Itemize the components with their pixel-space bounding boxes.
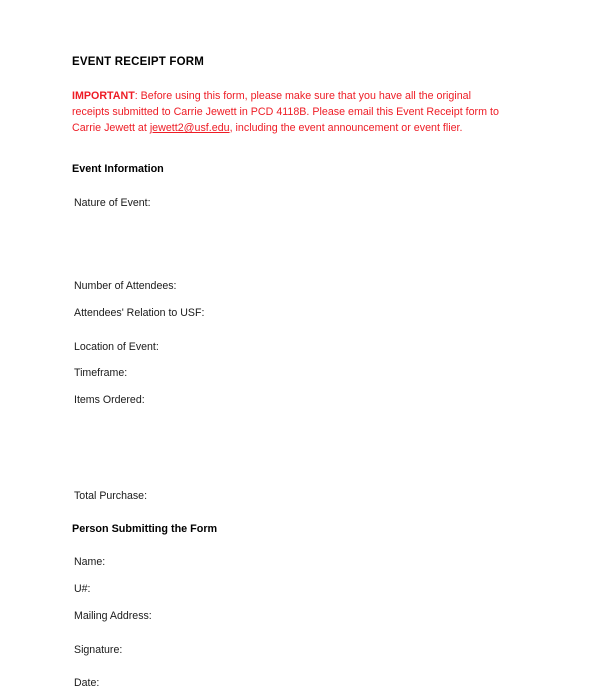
spacer — [72, 293, 528, 307]
spacer — [72, 569, 528, 583]
section-heading-event-information: Event Information — [72, 162, 164, 175]
spacer — [72, 656, 528, 677]
spacer — [72, 536, 528, 556]
spacer — [72, 407, 528, 490]
field-label-u-number: U#: — [74, 583, 91, 596]
field-label-nature-of-event: Nature of Event: — [74, 196, 151, 209]
field-label-attendees-relation-to-usf: Attendees' Relation to USF: — [74, 306, 205, 319]
contact-email-link[interactable]: jewett2@usf.edu — [149, 122, 230, 135]
field-label-items-ordered: Items Ordered: — [74, 394, 145, 407]
notice-lead-label: IMPORTANT — [72, 89, 135, 102]
field-label-mailing-address: Mailing Address: — [74, 609, 152, 622]
spacer — [72, 380, 528, 394]
notice-text-before-email: : Before using this form, please make sure that you have all the original receipts submitted to Carrie Jewett in PCD 4118B. Please email this Event Receipt form to Carrie Jewett at — [72, 89, 499, 135]
field-label-timeframe: Timeframe: — [74, 367, 128, 380]
spacer — [72, 596, 528, 610]
spacer — [72, 320, 528, 341]
field-label-date: Date: — [74, 677, 100, 690]
field-label-number-of-attendees: Number of Attendees: — [74, 280, 177, 293]
spacer — [72, 353, 528, 367]
page-title: EVENT RECEIPT FORM — [72, 56, 205, 68]
notice-text-after-email: , including the event announcement or event flier. — [229, 122, 463, 135]
field-label-total-purchase: Total Purchase: — [74, 489, 148, 502]
spacer — [72, 623, 528, 644]
spacer — [72, 502, 528, 523]
important-notice — [72, 88, 502, 137]
spacer — [72, 209, 528, 280]
field-label-name: Name: — [74, 556, 106, 569]
spacer — [72, 176, 528, 197]
section-heading-person-submitting-the-form: Person Submitting the Form — [72, 523, 218, 536]
field-label-signature: Signature: — [74, 643, 123, 656]
field-label-location-of-event: Location of Event: — [74, 340, 159, 353]
